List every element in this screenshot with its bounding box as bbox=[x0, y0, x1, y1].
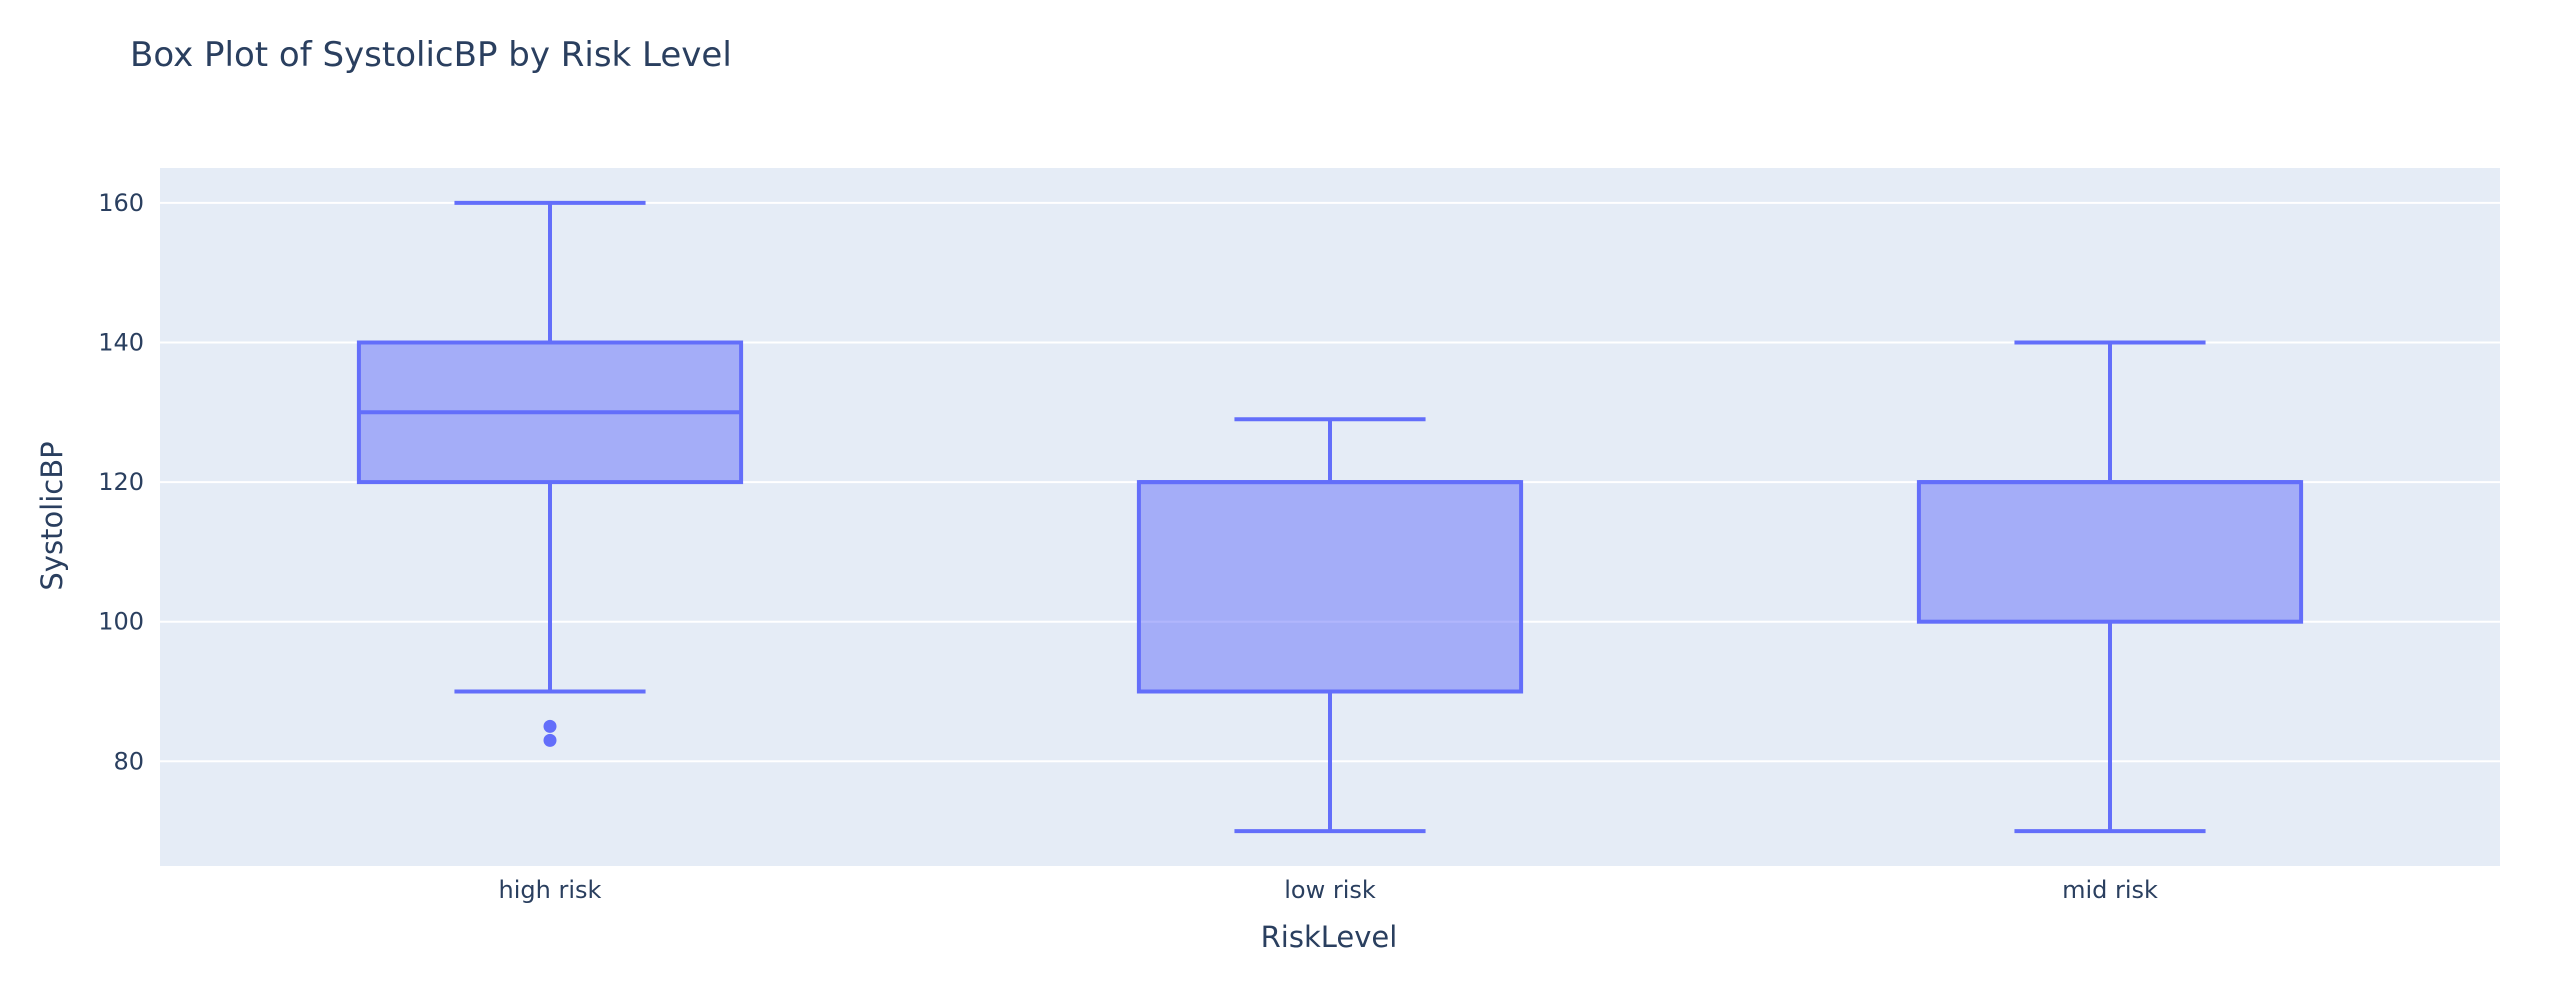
x-tick-label-mid-risk: mid risk bbox=[2062, 876, 2158, 904]
x-tick-label-high-risk: high risk bbox=[498, 876, 602, 904]
x-axis-ticks bbox=[499, 876, 2158, 904]
x-tick-label-low-risk: low risk bbox=[1284, 876, 1376, 904]
x-axis-title: RiskLevel bbox=[1260, 920, 1398, 954]
chart-title: Box Plot of SystolicBP by Risk Level bbox=[130, 35, 732, 75]
y-tick-label-160: 160 bbox=[98, 188, 144, 217]
outlier-point bbox=[544, 720, 557, 733]
iqr-box bbox=[1919, 482, 2301, 622]
y-tick-label-120: 120 bbox=[98, 468, 144, 497]
outlier-point bbox=[544, 734, 557, 747]
y-axis-title: SystolicBP bbox=[35, 441, 69, 591]
y-axis-ticks bbox=[98, 189, 144, 775]
y-tick-label-80: 80 bbox=[113, 747, 144, 776]
y-tick-label-100: 100 bbox=[98, 607, 144, 636]
y-tick-label-140: 140 bbox=[98, 328, 144, 357]
iqr-box bbox=[1139, 482, 1521, 691]
